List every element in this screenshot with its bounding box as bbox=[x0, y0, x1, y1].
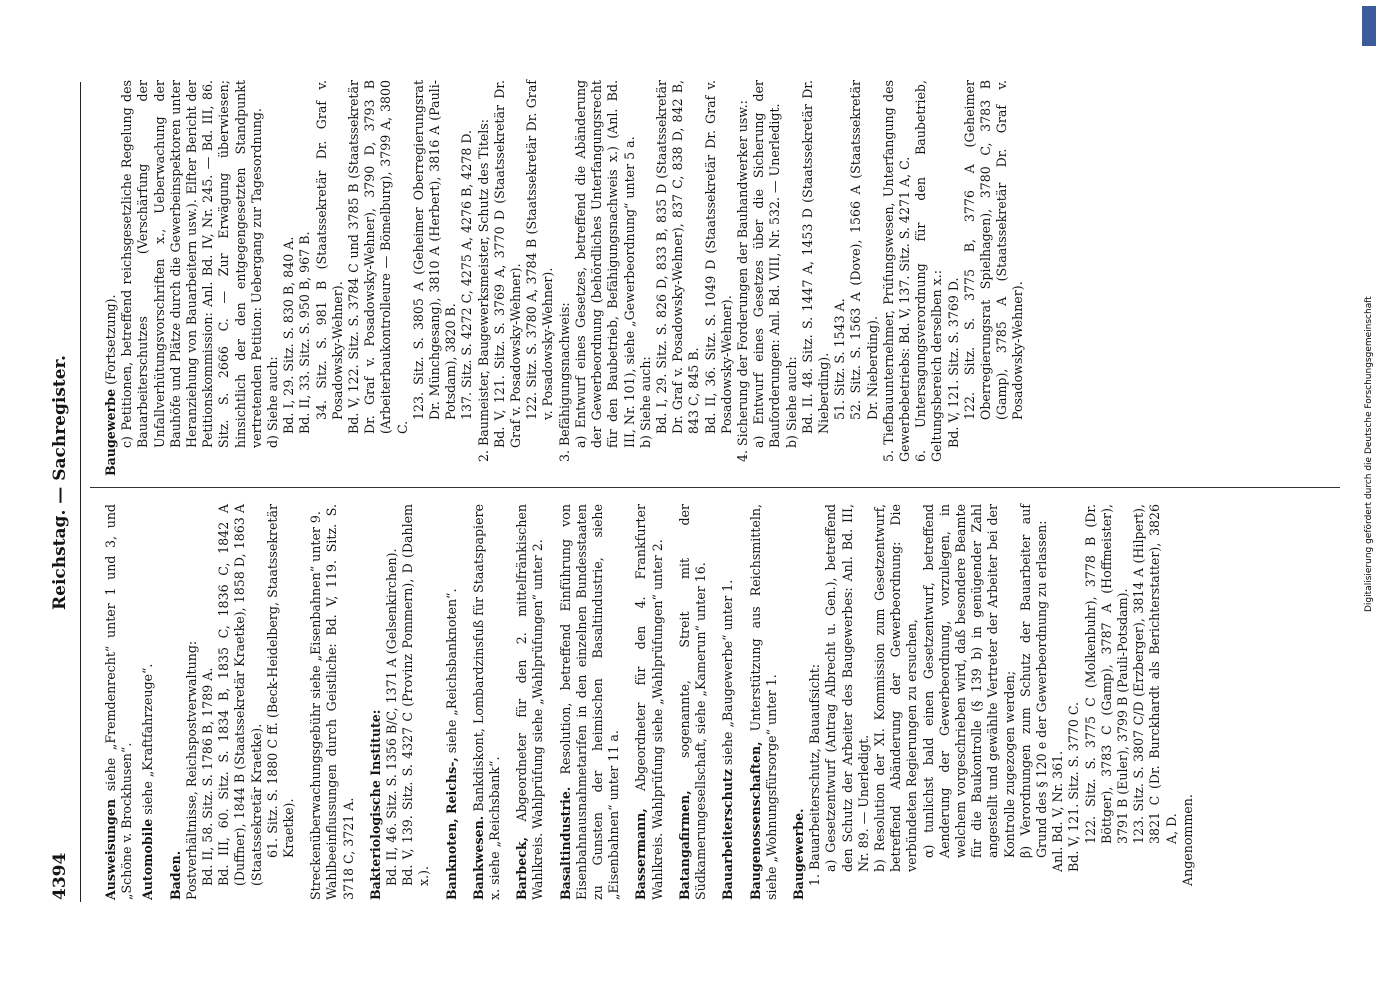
register-line bbox=[791, 504, 807, 900]
entry-text: 123. Sitz. S. 3807 C/D (Erzberger), 3814 A (Hilpert), 3821 C (Dr. Burckhardt als Berichterstatter), 3826 A, D. bbox=[1131, 504, 1179, 844]
left-column bbox=[98, 504, 1196, 900]
entry-text: Bd. V, 121. Sitz. S. 3769 A, 3770 D (Staatssekretär Dr. Graf v. Posadowsky-Wehner). bbox=[491, 80, 524, 448]
entry-text: Bd. V, 121. Sitz. S. 3769 D. bbox=[945, 277, 961, 448]
entry-text: 122. Sitz. S. 3780 A, 3784 B (Staatssekretär Dr. Graf v. Posadowsky-Wehner). bbox=[524, 80, 556, 420]
funding-note-text: Digitalisierung gefördert durch die Deutsche Forschungsgemeinschaft bbox=[1364, 296, 1374, 612]
entry-text: α) tunlichst bald einen Gesetzentwurf, betreffend Aenderung der Gewerbeordnung, vorzulegen, in welchem vorgeschrieben wird, daß besondere Beamte für die Baukontrolle (§ 139 b) in genügender Zahl angestellt und gewählte Vertreter der Arbeiter bei der Kontrolle zugezogen werden; bbox=[920, 504, 1017, 858]
register-line bbox=[119, 80, 265, 476]
register-line bbox=[476, 80, 492, 476]
entry-text: 5. Tiefbauunternehmer, Prüfungswesen, Unterfangung des Gewerbebetriebs: Bd. V, 137. Sitz. S. 4271 A, C. bbox=[880, 80, 912, 462]
register-line bbox=[444, 504, 460, 900]
entry-text: β) Verordnungen zum Schutz der Bauarbeiter auf Grund des § 120 e der Gewerbeordnung zu erlassen: bbox=[1017, 504, 1049, 858]
entry-text: Bd. II, 46. Sitz. S. 1356 B/C, 1371 A (Gelsenkirchen). bbox=[384, 548, 400, 886]
register-line bbox=[1180, 504, 1196, 900]
entry-text: Anl. Bd. V, Nr. 361. bbox=[1050, 750, 1066, 872]
register-line bbox=[573, 80, 638, 476]
register-line bbox=[346, 80, 411, 476]
header-rule bbox=[80, 82, 81, 902]
register-line bbox=[720, 504, 736, 900]
entry-text: Bd. V, 139. Sitz. S. 4327 C (Provinz Pommern), D (Dahlem x.). bbox=[400, 504, 432, 886]
register-line bbox=[913, 80, 945, 476]
entry-text: Bd. V, 122. Sitz. S. 3784 C und 3785 B (Staatssekretär Dr. Graf v. Posadowsky-Wehner), 3790 D, 3793 B (Arbeiterbaukontrolleure — Bömelburg), 3799 A, 3800 C. bbox=[346, 80, 410, 434]
entry-text: 3. Befähigungsnachweis: bbox=[556, 302, 572, 462]
entry-text: Bd. II. 48. Sitz. S. 1447 A, 1453 D (Staatssekretär Dr. Nieberding). bbox=[799, 80, 831, 434]
keyword: Banknoten, Reichs-, bbox=[443, 757, 459, 900]
entry-text: Bankdiskont, Lombardzinsfuß für Staatspapiere x. siehe „Reichsbank“. bbox=[470, 504, 503, 900]
entry-text: 123. Sitz. S. 3805 A (Geheimer Oberregierungsrat Dr. Münchgesang), 3810 A (Herbert), 3816 A (Pauli-Potsdam), 3820 B. bbox=[410, 80, 459, 420]
register-line bbox=[872, 504, 921, 900]
keyword: Bankwesen. bbox=[470, 815, 486, 900]
register-line bbox=[184, 504, 200, 900]
register-line bbox=[324, 504, 356, 900]
register-line bbox=[848, 80, 880, 476]
page-number: 4394 bbox=[50, 852, 70, 900]
entry-text: Wahlbeeinflussungen durch Geistliche: Bd. V, 119. Sitz. S. 3718 C, 3721 A. bbox=[324, 504, 356, 900]
register-line bbox=[216, 504, 265, 900]
register-line bbox=[1050, 504, 1066, 900]
register-line bbox=[1131, 504, 1180, 900]
entry-text: Angenommen. bbox=[1179, 794, 1195, 886]
register-line bbox=[265, 504, 297, 900]
register-line bbox=[459, 80, 475, 476]
keyword: Bauarbeiterschutz bbox=[720, 769, 736, 900]
entry-text: 34. Sitz. S. 981 B (Staatssekretär Dr. Graf v. Posadowsky-Wehner). bbox=[313, 80, 345, 420]
register-line bbox=[103, 504, 135, 900]
register-line bbox=[558, 504, 623, 900]
register-line bbox=[411, 80, 460, 476]
register-line bbox=[881, 80, 913, 476]
entry-text: 137. Sitz. S. 4272 C, 4275 A, 4276 B, 4278 D. bbox=[459, 129, 475, 420]
keyword: Bakteriologische Institute: bbox=[367, 709, 383, 900]
register-line bbox=[265, 80, 281, 476]
register-line bbox=[784, 80, 800, 476]
entry-text: Bd. I, 29. Sitz. S. 830 B, 840 A. bbox=[281, 236, 297, 434]
register-line bbox=[703, 80, 735, 476]
register-line bbox=[823, 504, 872, 900]
keyword: Bassermann, bbox=[633, 808, 649, 900]
register-line bbox=[308, 504, 324, 900]
entry-text: 61. Sitz. S. 1880 C ff. (Beck-Heidelberg, Staatssekretär Kraetke). bbox=[264, 504, 297, 858]
entry-text: Bd. V, 121. Sitz. S. 3770 C. bbox=[1066, 701, 1082, 872]
entry-text: Bd. III, 60. Sitz. S. 1834 B, 1835 C, 1836 C, 1842 A (Duffner), 1844 B (Staatssekretär Kraetke), 1858 D, 1863 A (Staatssekretär Kraetke). bbox=[216, 504, 264, 886]
entry-text: siehe „Baugewerbe“ unter 1. bbox=[720, 579, 736, 770]
right-column bbox=[98, 80, 1027, 476]
entry-text: Unterstützung aus Reichsmitteln, siehe „Wohnungsfürsorge“ unter 1. bbox=[747, 504, 779, 900]
entry-text: 4. Sicherung der Forderungen der Bauhandwerker usw.: bbox=[734, 100, 750, 462]
register-line bbox=[400, 504, 432, 900]
entry-text: a) Gesetzentwurf (Antrag Albrecht u. Gen.), betreffend den Schutz der Arbeiter des Baugewerbes: Anl. Bd. III, Nr. 89. — Unerledigt. bbox=[823, 504, 871, 872]
register-line bbox=[384, 504, 400, 900]
entry-text: Streckenüberwachungsgebühr siehe „Eisenbahnen“ unter 9. bbox=[308, 511, 324, 900]
entry-text: Postverhältnisse, Reichspostverwaltung: bbox=[183, 640, 199, 900]
keyword: Automobile bbox=[140, 818, 156, 900]
register-line bbox=[557, 80, 573, 476]
register-line bbox=[654, 80, 703, 476]
entry-text: 122. Sitz. S. 3775 B, 3776 A (Geheimer Oberregierungsrat Spielhagen), 3780 C, 3783 B (Gamp), 3785 A (Staatssekretär Dr. Graf v. Posadowsky-Wehner). bbox=[961, 80, 1026, 420]
entry-text: sogenannte, Streit mit der Südkamerungesellschaft, siehe „Kamerun“ unter 16. bbox=[676, 504, 709, 900]
entry-text: siehe „Fremdenrecht“ unter 1 und 3, und „Schöne v. Brockhusen“. bbox=[103, 504, 135, 900]
register-line bbox=[748, 504, 780, 900]
register-line bbox=[514, 504, 546, 900]
entry-text: b) Siehe auch: bbox=[637, 356, 653, 448]
entry-text: Bd. II, 33. Sitz. S. 950 B, 967 B. bbox=[297, 231, 313, 434]
register-line bbox=[168, 504, 184, 900]
entry-text: 2. Baumeister, Baugewerksmeister, Schutz des Titels: bbox=[475, 119, 491, 462]
register-line bbox=[832, 80, 848, 476]
entry-text: Abgeordneter für den 2. mittelfränkischen Wahlkreis. Wahlprüfung siehe „Wahlprüfungen“ unter 2. bbox=[514, 504, 546, 900]
running-title: Reichstag. — Sachregister. bbox=[50, 355, 70, 610]
entry-text: c) Petitionen, betreffend reichsgesetzliche Regelung des Bauarbeiterschutzes (Verschärfung der Unfallverhütungsvorschriften x., Ueberwachung der Bauhöfe und Plätze durch die Gewerbeinspektoren unter Heranziehung von Bauarbeitern usw.). Elfter Bericht der Petitionskommission: Anl. Bd. IV, Nr. 245. — Bd. III, 86. Sitz. S. 2666 C. — Zur Erwägung überwiesen; hinsichtlich der den entgegengesetzten Standpunkt vertretenden Petition: Uebergang zur Tagesordnung. bbox=[119, 80, 264, 448]
register-line bbox=[492, 80, 524, 476]
entry-text: 6. Untersagungsverordnung für den Baubetrieb, Geltungsbereich derselben x.: bbox=[913, 80, 945, 462]
keyword: Ausweisungen bbox=[103, 798, 118, 900]
register-line bbox=[962, 80, 1027, 476]
entry-text: Bd. II, 58. Sitz. S. 1786 B, 1789 A. bbox=[200, 667, 216, 886]
entry-text: a) Entwurf eines Gesetzes, betreffend die Abänderung der Gewerbeordnung (behördliches Unterfangungsrecht für den Baubetrieb, Befähigungsnachweis x.) (Anl. Bd. III, Nr. 101), siehe „Gewerbeordnung“ unter 5 a. bbox=[572, 80, 637, 448]
register-line bbox=[140, 504, 156, 900]
register-line bbox=[638, 80, 654, 476]
register-line bbox=[1066, 504, 1082, 900]
column-divider bbox=[90, 487, 1340, 488]
register-line bbox=[1083, 504, 1132, 900]
register-line bbox=[281, 80, 297, 476]
register-line bbox=[946, 80, 962, 476]
register-line bbox=[921, 504, 1018, 900]
keyword: Baugenossenschaften, bbox=[747, 741, 763, 900]
entry-text: Abgeordneter für den 4. Frankfurter Wahlkreis. Wahlprüfung siehe „Wahlprüfungen“ unter 2. bbox=[633, 504, 665, 900]
register-line bbox=[314, 80, 346, 476]
keyword: Baugewerbe. bbox=[790, 808, 806, 900]
entry-text: (Fortsetzung). bbox=[103, 294, 118, 389]
entry-text: 51. Sitz. S. 1543 A. bbox=[832, 298, 848, 420]
register-line bbox=[807, 504, 823, 900]
entry-text: 1. Bauarbeiterschutz, Bauaufsicht: bbox=[807, 663, 823, 886]
keyword: Baugewerbe bbox=[103, 388, 118, 476]
dfg-logo bbox=[1355, 6, 1376, 46]
entry-text: siehe „Reichsbanknoten“. bbox=[443, 588, 459, 758]
entry-text: a) Entwurf eines Gesetzes über die Sicherung der Bauforderungen: Anl. Bd. VIII, Nr. 532. — Unerledigt. bbox=[751, 80, 783, 448]
register-line bbox=[751, 80, 783, 476]
register-line bbox=[297, 80, 313, 476]
entry-text: siehe „Kraftfahrzeuge“. bbox=[140, 663, 156, 819]
register-line bbox=[677, 504, 709, 900]
register-line bbox=[1018, 504, 1050, 900]
register-line bbox=[633, 504, 665, 900]
entry-text: b) Siehe auch: bbox=[783, 356, 799, 448]
dfg-logo-text: DFG bbox=[1355, 11, 1364, 30]
entry-text: 122. Sitz. S. 3775 C (Molkenbuhr), 3778 B (Dr. Böttger), 3783 C (Gamp), 3787 A (Hoffmeister), 3791 B (Euler), 3799 B (Pauli-Potsdam). bbox=[1082, 504, 1130, 844]
register-line bbox=[800, 80, 832, 476]
register-line bbox=[103, 80, 119, 476]
entry-text: b) Resolution der XI. Kommission zum Gesetzentwurf, betreffend Abänderung der Gewerbeordnung: Die verbündeten Regierungen zu ersuchen, bbox=[871, 504, 920, 872]
keyword: Barbeck, bbox=[514, 836, 530, 900]
register-line bbox=[368, 504, 384, 900]
entry-text: Bd. I, 29. Sitz. S. 826 D, 833 B, 835 D (Staatssekretär Dr. Graf v. Posadowsky-Wehner), 837 C, 838 D, 842 B, 843 C, 845 B. bbox=[653, 80, 702, 434]
entry-text: Resolution, betreffend Einführung von Eisenbahnausnahmetarifen in den einzelnen Bundesstaaten zu Gunsten der heimischen Basaltindustrie, siehe „Eisenbahnen“ unter 11 a. bbox=[557, 504, 622, 900]
entry-text: 52. Sitz. S. 1563 A (Dove), 1566 A (Staatssekretär Dr. Nieberding). bbox=[848, 80, 880, 420]
keyword: Batangafirmen, bbox=[676, 790, 692, 900]
entry-text: d) Siehe auch: bbox=[265, 356, 281, 448]
register-line bbox=[735, 80, 751, 476]
register-line bbox=[524, 80, 556, 476]
entry-text: Bd. II, 36. Sitz. S. 1049 D (Staatssekretär Dr. Graf v. Posadowsky-Wehner). bbox=[702, 80, 734, 434]
keyword: Baden. bbox=[167, 850, 183, 900]
register-line bbox=[200, 504, 216, 900]
funding-note bbox=[1362, 52, 1378, 612]
keyword: Basaltindustrie. bbox=[557, 786, 573, 900]
register-line bbox=[471, 504, 503, 900]
